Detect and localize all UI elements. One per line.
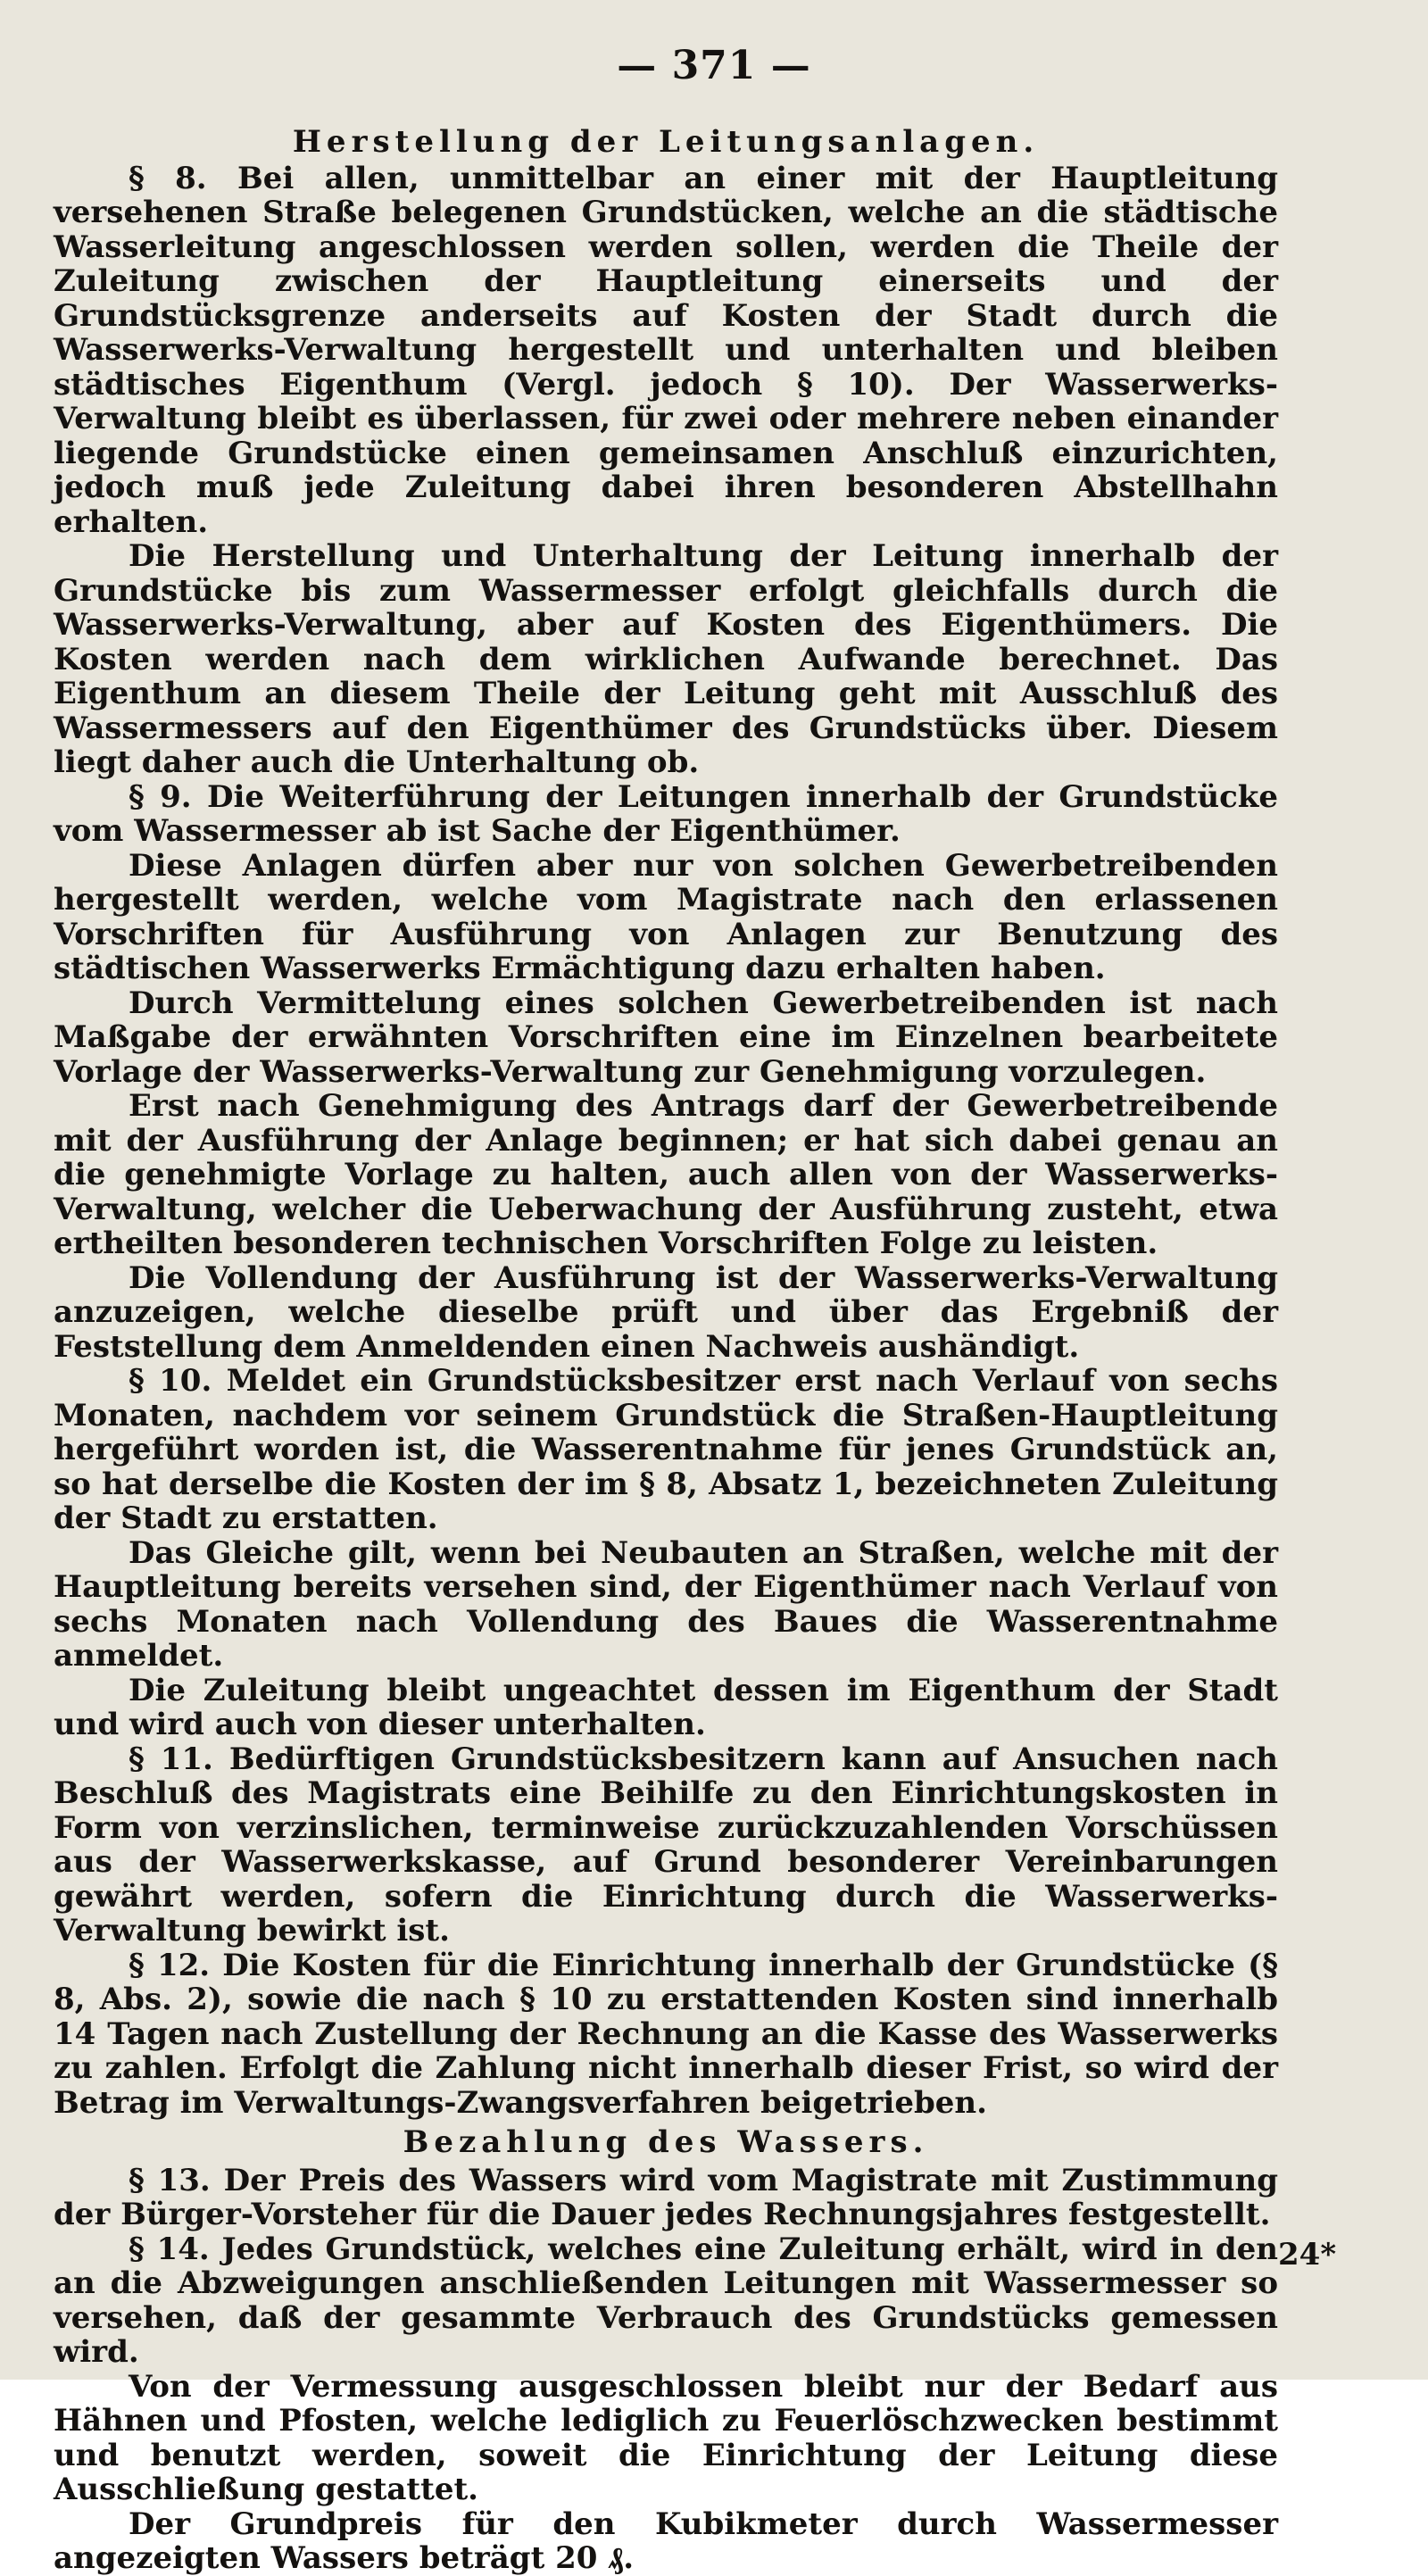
paragraph-s9-4: Erst nach Genehmigung des Antrags darf der Gewerbetreibende mit der Ausführung der Anlage beginnen; er hat sich dabei genau an die genehmigte Vorlage zu halten, auch allen von der Wasserwerks-Verwaltung, welcher die Ueberwachung der Ausführung zusteht, etwa ertheilten besonderen technischen Vorschriften Folge zu leisten. bbox=[54, 1088, 1278, 1261]
paragraph-s10-3: Die Zuleitung bleibt ungeachtet dessen im Eigenthum der Stadt und wird auch von dieser unterhalten. bbox=[54, 1672, 1278, 1742]
paragraph-s10-2: Das Gleiche gilt, wenn bei Neubauten an Straßen, welche mit der Hauptleitung bereits versehen sind, der Eigenthümer nach Verlauf von sechs Monaten nach Vollendung des Baues die Wasserentnahme anmeldet. bbox=[54, 1534, 1278, 1674]
paragraph-s9-3: Durch Vermittelung eines solchen Gewerbetreibenden ist nach Maßgabe der erwähnten Vorschriften eine im Einzelnen bearbeitete Vorlage der Wasserwerks-Verwaltung zur Genehmigung vorzulegen. bbox=[54, 985, 1278, 1090]
paragraph-s14-2: Von der Vermessung ausgeschlossen bleibt nur der Bedarf aus Hähnen und Pfosten, welche lediglich zu Feuerlöschzwecken bestimmt und benutzt werden, soweit die Einrichtung der Leitung diese Ausschließung gestattet. bbox=[54, 2368, 1278, 2507]
paragraph-s9-2: Diese Anlagen dürfen aber nur von solchen Gewerbetreibenden hergestellt werden, welche vom Magistrate nach den erlassenen Vorschriften für Ausführung von Anlagen zur Benutzung des städtischen Wasserwerks Ermächtigung dazu erhalten haben. bbox=[54, 847, 1278, 986]
paragraph-s9-1: § 9. Die Weiterführung der Leitungen innerhalb der Grundstücke vom Wassermesser ab ist Sache der Eigenthümer. bbox=[54, 778, 1278, 849]
paragraph-s9-5: Die Vollendung der Ausführung ist der Wasserwerks-Verwaltung anzuzeigen, welche dieselbe prüft und über das Ergebniß der Feststellung dem Anmeldenden einen Nachweis aushändigt. bbox=[54, 1259, 1278, 1365]
document-body bbox=[54, 125, 1278, 2576]
paragraph-s12: § 12. Die Kosten für die Einrichtung innerhalb der Grundstücke (§ 8, Abs. 2), sowie die nach § 10 zu erstattenden Kosten sind innerhalb 14 Tagen nach Zustellung der Rechnung an die Kasse des Wasserwerks zu zahlen. Erfolgt die Zahlung nicht innerhalb dieser Frist, so wird der Betrag im Verwaltungs-Zwangsverfahren beigetrieben. bbox=[54, 1947, 1278, 2121]
section-heading-bezahlung: Bezahlung des Wassers. bbox=[403, 2124, 929, 2160]
paragraph-s11: § 11. Bedürftigen Grundstücksbesitzern kann auf Ansuchen nach Beschluß des Magistrats eine Beihilfe zu den Einrichtungskosten in Form von verzinslichen, terminweise zurückzuzahlenden Vorschüssen aus der Wasserwerkskasse, auf Grund besonderer Vereinbarungen gewährt werden, sofern die Einrichtung durch die Wasserwerks-Verwaltung bewirkt ist. bbox=[54, 1741, 1278, 1949]
paragraph-s8-2: Die Herstellung und Unterhaltung der Leitung innerhalb der Grundstücke bis zum Wassermesser erfolgt gleichfalls durch die Wasserwerks-Verwaltung, aber auf Kosten des Eigenthümers. Die Kosten werden nach dem wirklichen Aufwande berechnet. Das Eigenthum an diesem Theile der Leitung geht mit Ausschluß des Wassermessers auf den Eigenthümer des Grundstücks über. Diesem liegt daher auch die Unterhaltung ob. bbox=[54, 538, 1278, 780]
paragraph-s10-1: § 10. Meldet ein Grundstücksbesitzer erst nach Verlauf von sechs Monaten, nachdem vor seinem Grundstück die Straßen-Hauptleitung hergeführt worden ist, die Wasserentnahme für jenes Grundstück an, so hat derselbe die Kosten der im § 8, Absatz 1, bezeichneten Zuleitung der Stadt zu erstatten. bbox=[54, 1363, 1278, 1536]
section-heading-leitungsanlagen: Herstellung der Leitungsanlagen. bbox=[292, 124, 1040, 160]
paragraph-s14-1: § 14. Jedes Grundstück, welches eine Zuleitung erhält, wird in den an die Abzweigungen anschließenden Leitungen mit Wassermesser so versehen, daß der gesammte Verbrauch des Grundstücks gemessen wird. bbox=[54, 2231, 1278, 2370]
signature-mark: 24* bbox=[1278, 2237, 1337, 2273]
page-number: — 371 — bbox=[617, 43, 811, 88]
paragraph-s14-3: Der Grundpreis für den Kubikmeter durch Wassermesser angezeigten Wassers beträgt 20 ₰. bbox=[54, 2505, 1278, 2576]
paragraph-s13: § 13. Der Preis des Wassers wird vom Magistrate mit Zustimmung der Bürger-Vorsteher für die Dauer jedes Rechnungsjahres festgestellt. bbox=[54, 2162, 1278, 2232]
paragraph-s8-1: § 8. Bei allen, unmittelbar an einer mit der Hauptleitung versehenen Straße belegenen Grundstücken, welche an die städtische Wasserleitung angeschlossen werden sollen, werden die Theile der Zuleitung zwischen der Hauptleitung einerseits und der Grundstücksgrenze anderseits auf Kosten der Stadt durch die Wasserwerks-Verwaltung hergestellt und unterhalten und bleiben städtisches Eigenthum (Vergl. jedoch § 10). Der Wasserwerks-Verwaltung bleibt es überlassen, für zwei oder mehrere neben einander liegende Grundstücke einen gemeinsamen Anschluß einzurichten, jedoch muß jede Zuleitung dabei ihren besonderen Abstellhahn erhalten. bbox=[54, 160, 1278, 540]
